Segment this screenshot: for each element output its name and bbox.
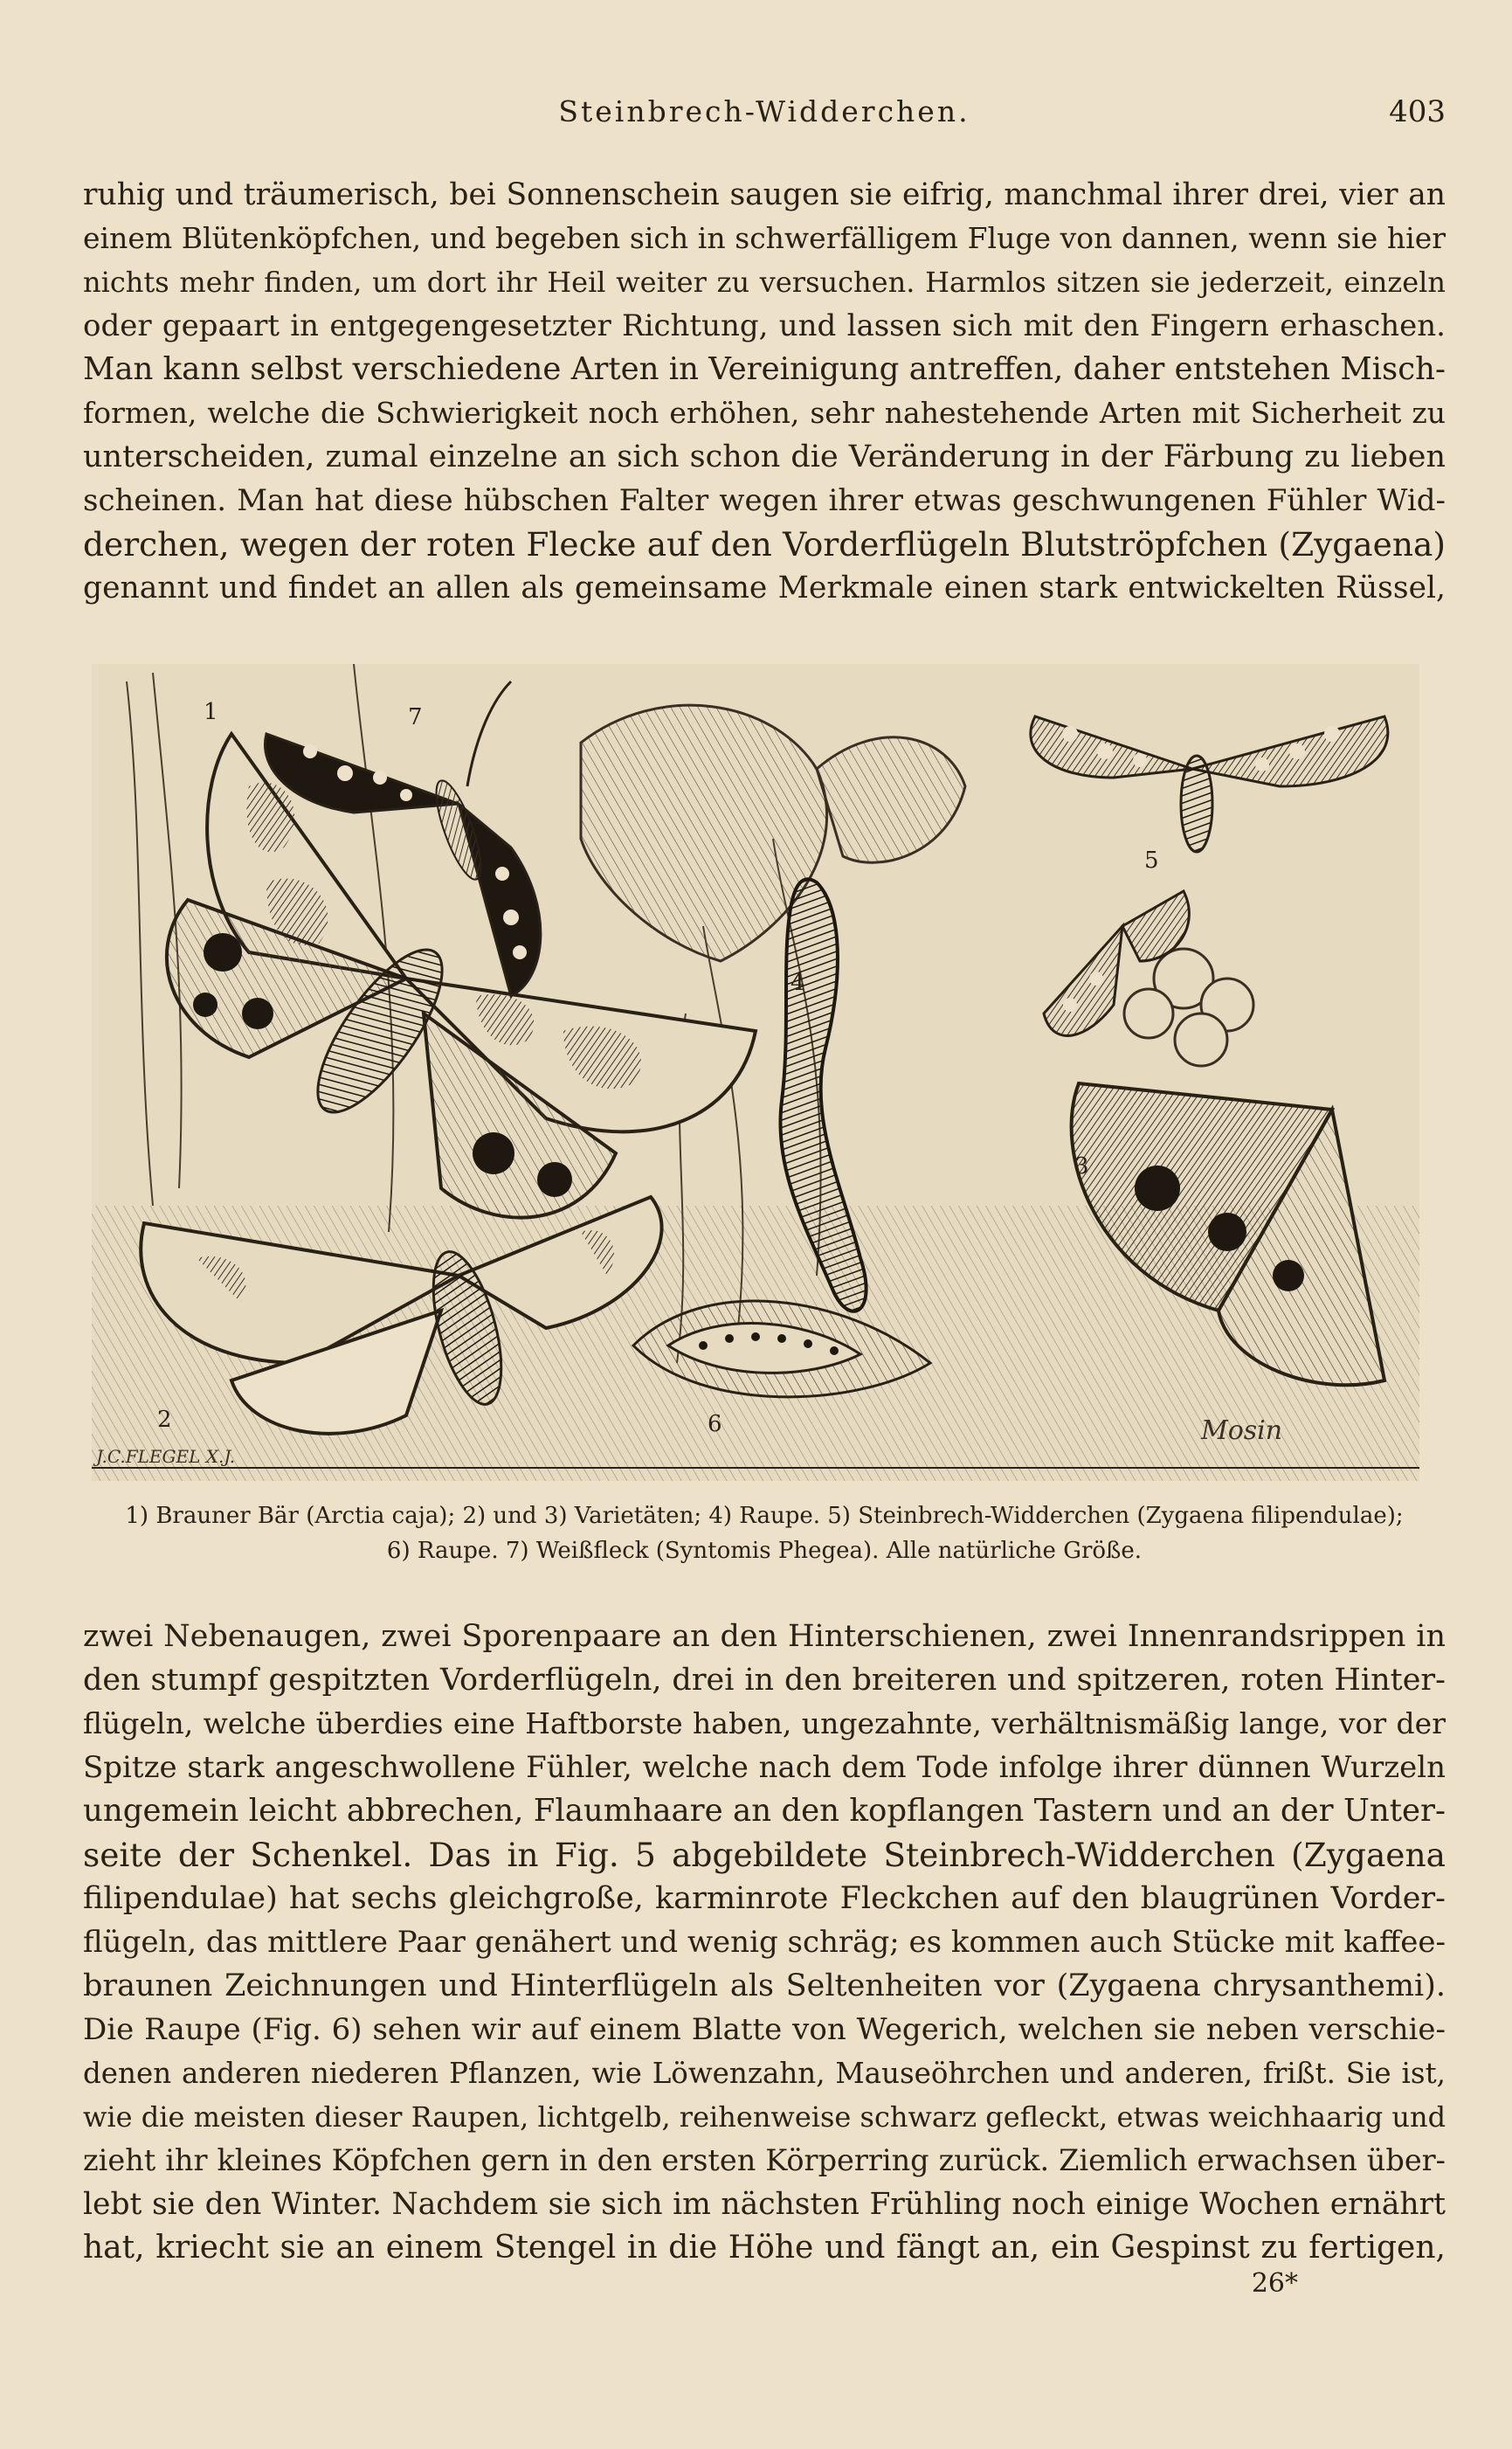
caption-line: 1) Brauner Bär (Arctia caja); 2) und 3) Varietäten; 4) Raupe. 5) Steinbrech-Widderchen (Zygaena filipendulae); [125,1503,1404,1529]
caption-line: 6) Raupe. 7) Weißfleck (Syntomis Phegea). Alle natürliche Größe. [386,1538,1143,1564]
figure-label-6: 6 [708,1411,722,1437]
page-header [83,94,1446,138]
text-line: denen anderen niederen Pflanzen, wie Löwenzahn, Mauseöhrchen und anderen, frißt. Sie ist, [83,2057,1446,2090]
text-line: braunen Zeichnungen und Hinterflügeln als Seltenheiten vor (Zygaena chrysanthemi). [83,1968,1446,2003]
text-line: formen, welche die Schwierigkeit noch erhöhen, sehr nahestehende Arten mit Sicherheit zu [83,396,1446,430]
text-line: unterscheiden, zumal einzelne an sich schon die Veränderung in der Färbung zu lieben [83,439,1446,474]
text-line: flügeln, welche überdies eine Haftborste haben, ungezahnte, verhältnismäßig lange, vor der [83,1706,1446,1740]
moth-zygaena-filipendulae [1031,716,1388,852]
text-line: Spitze stark angeschwollene Fühler, welche nach dem Tode infolge ihrer dünnen Wurzeln [83,1750,1446,1785]
text-line: oder gepaart in entgegengesetzter Richtung, und lassen sich mit den Fingern erhaschen. [83,308,1446,343]
text-line: Man kann selbst verschiedene Arten in Vereinigung antreffen, daher entstehen Misch- [83,351,1446,387]
text-line: scheinen. Man hat diese hübschen Falter wegen ihrer etwas geschwungenen Fühler Wid- [83,483,1446,518]
illustration-drawing [92,664,1419,1481]
text-line: zwei Nebenaugen, zwei Sporenpaare an den Hinterschienen, zwei Innenrandsrippen in [83,1619,1446,1654]
figure-label-3: 3 [1074,1153,1089,1180]
figure-label-7: 7 [408,704,423,730]
signature-mark: 26* [1251,2268,1298,2299]
text-line: einem Blütenköpfchen, und begeben sich in schwerfälligem Fluge von dannen, wenn sie hier [83,221,1446,255]
figure-label-1: 1 [204,699,218,725]
text-line: ungemein leicht abbrechen, Flaumhaare an den kopflangen Tastern und an der Unter- [83,1793,1446,1829]
text-line: flügeln, das mittlere Paar genähert und wenig schräg; es kommen auch Stücke mit kaffee- [83,1925,1446,1960]
text-line: wie die meisten dieser Raupen, lichtgelb, reihenweise schwarz gefleckt, etwas weichhaarig und [83,2100,1446,2134]
text-line: Die Raupe (Fig. 6) sehen wir auf einem Blatte von Wegerich, welchen sie neben verschie- [83,2012,1446,2047]
flower-cluster [1124,949,1253,1066]
figure-caption [83,1498,1446,1568]
text-line: seite der Schenkel. Das in Fig. 5 abgebildete Steinbrech-Widderchen (Zygaena [83,1836,1446,1874]
text-line: filipendulae) hat sechs gleichgroße, karminrote Fleckchen auf den blaugrünen Vorder- [83,1881,1446,1916]
leaf [817,737,965,862]
paragraph-top [83,173,1446,610]
text-line: hat, kriecht sie an einem Stengel in die Höhe und fängt an, ein Gespinst zu fertigen, [83,2230,1446,2266]
text-line: den stumpf gespitzten Vorderflügeln, drei in den breiteren und spitzeren, roten Hinter- [83,1663,1446,1698]
artist-signature: Mosin [1201,1415,1283,1446]
figure-label-4: 4 [791,970,805,996]
figure-label-2: 2 [157,1407,172,1433]
figure-label-5: 5 [1144,847,1159,874]
text-line: genannt und findet an allen als gemeinsame Merkmale einen stark entwickelten Rüssel, [83,571,1446,605]
text-line: lebt sie den Winter. Nachdem sie sich im nächsten Frühling noch einige Wochen ernährt [83,2187,1446,2222]
running-head: Steinbrech-Widderchen. [558,94,970,128]
page-number: 403 [1389,94,1446,129]
engraving-illustration [92,664,1419,1481]
text-line: derchen, wegen der roten Flecke auf den Vorderflügeln Blutströpfchen (Zygaena) [83,525,1446,564]
text-line: zieht ihr kleines Köpfchen gern in den ersten Körperring zurück. Ziemlich erwachsen über- [83,2143,1446,2177]
text-line: nichts mehr finden, um dort ihr Heil weiter zu versuchen. Harmlos sitzen sie jederzeit, einzeln [83,266,1446,299]
text-line: ruhig und träumerisch, bei Sonnenschein saugen sie eifrig, manchmal ihrer drei, vier an [83,177,1446,212]
paragraph-bottom [83,1615,1446,2270]
engraver-credit: J.C.FLEGEL X.J. [96,1446,236,1467]
